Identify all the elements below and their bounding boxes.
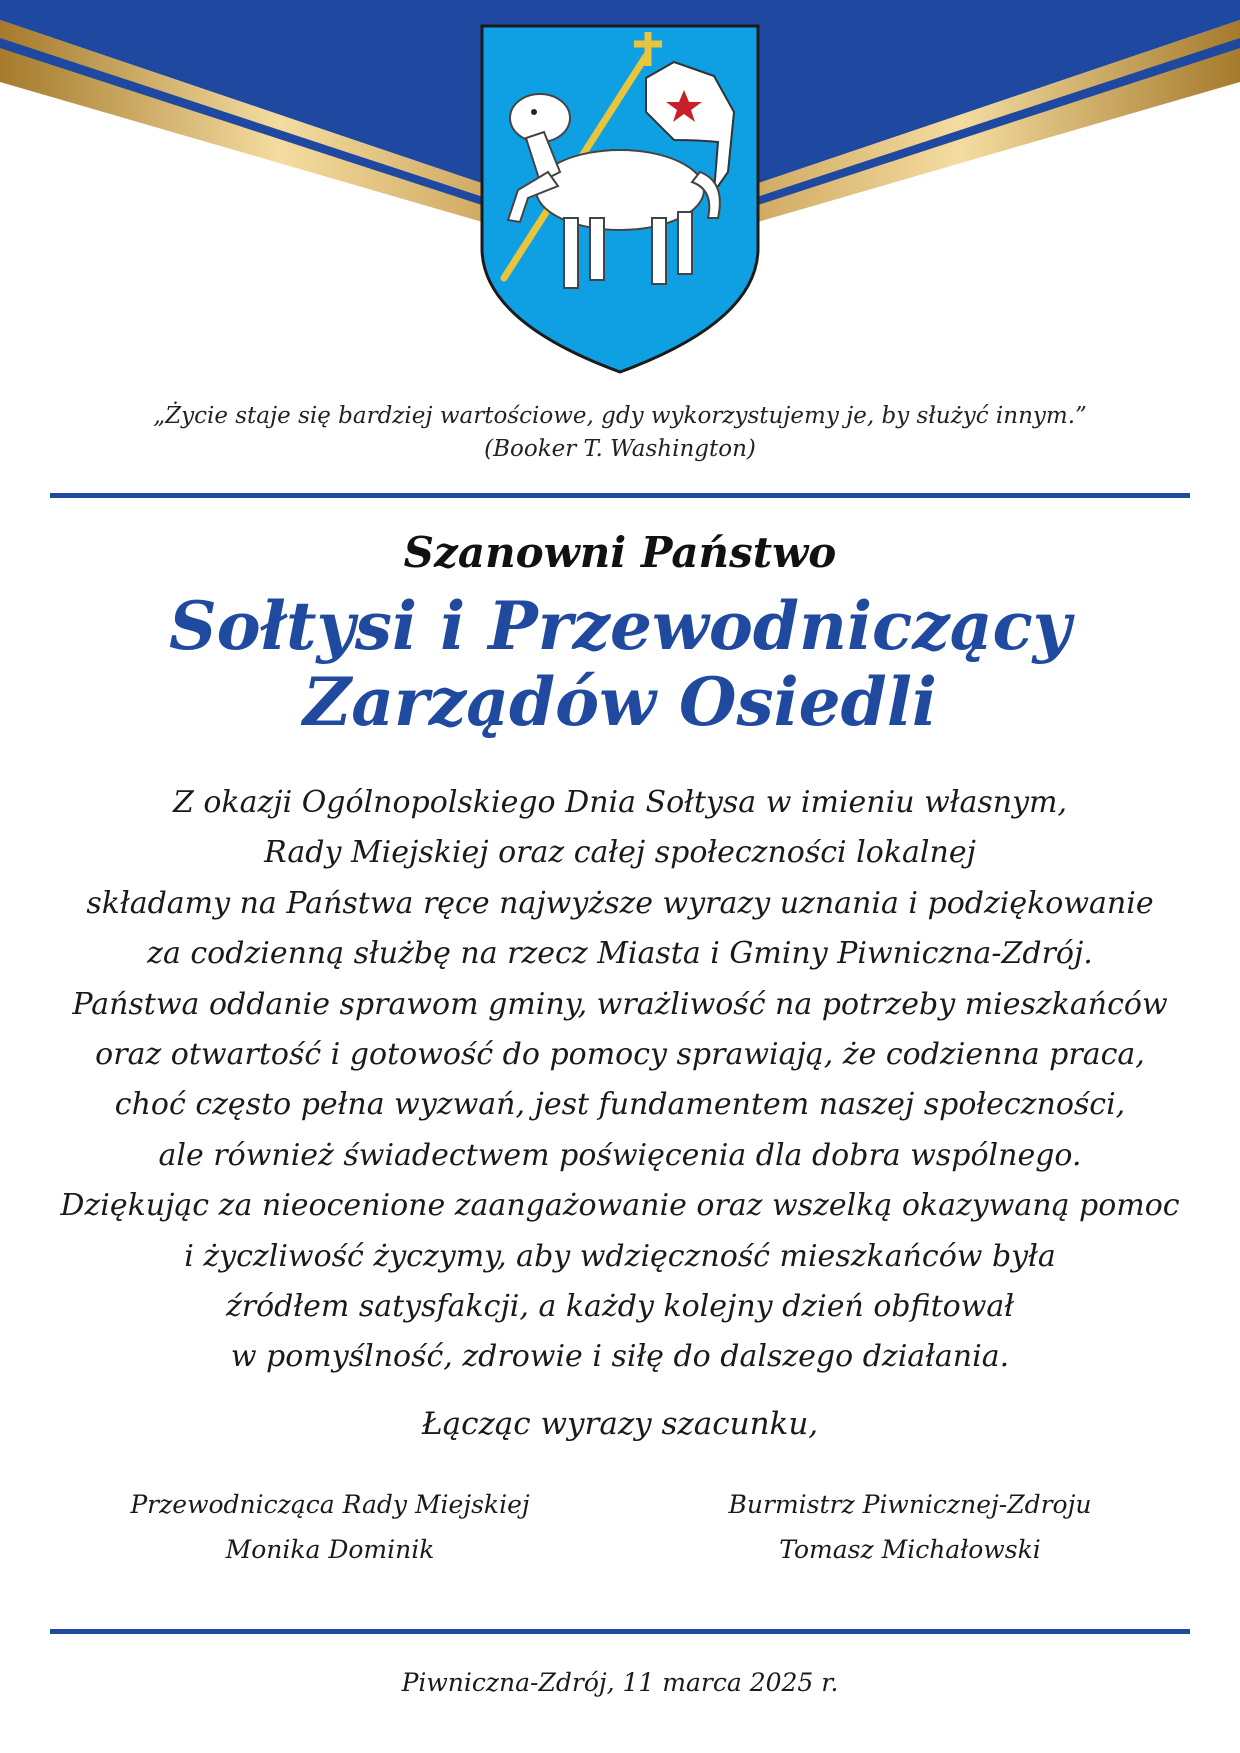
- letter-body: [20, 778, 1220, 1383]
- body-line: Z okazji Ogólnopolskiego Dnia Sołtysa w imieniu własnym,: [172, 785, 1068, 820]
- body-line: ale również świadectwem poświęcenia dla dobra wspólnego.: [158, 1137, 1082, 1173]
- body-line: oraz otwartość i gotowość do pomocy sprawiają, że codzienna praca,: [95, 1037, 1145, 1073]
- place-and-date: Piwniczna-Zdrój, 11 marca 2025 r.: [401, 1668, 839, 1697]
- body-line: w pomyślność, zdrowie i siłę do dalszego działania.: [230, 1339, 1010, 1375]
- body-line: Rady Miejskiej oraz całej społeczności lokalnej: [264, 835, 976, 871]
- salutation: Szanowni Państwo: [403, 528, 837, 577]
- quote-text: „Życie staje się bardziej wartościowe, gdy wykorzystujemy je, by służyć innym.”: [153, 403, 1087, 429]
- divider-top: [50, 493, 1190, 498]
- coat-of-arms-emblem: [478, 22, 762, 376]
- headline: [0, 588, 1240, 740]
- body-line: składamy na Państwa ręce najwyższe wyrazy uznania i podziękowanie: [86, 885, 1154, 921]
- body-line: za codzienną służbę na rzecz Miasta i Gminy Piwniczna-Zdrój.: [147, 936, 1093, 972]
- signature-right-name: Tomasz Michałowski: [779, 1535, 1041, 1564]
- body-line: Państwa oddanie sprawom gminy, wrażliwość na potrzeby mieszkańców: [72, 986, 1168, 1022]
- signature-left-title: Przewodnicząca Rady Miejskiej: [130, 1490, 530, 1519]
- closing-phrase: Łącząc wyrazy szacunku,: [421, 1406, 819, 1442]
- body-line: i życzliwość życzymy, aby wdzięczność mieszkańców była: [184, 1238, 1056, 1274]
- body-line: choć często pełna wyzwań, jest fundamentem naszej społeczności,: [114, 1087, 1126, 1123]
- headline-line-1: Sołtysi i Przewodniczący: [168, 587, 1072, 665]
- signature-left: [50, 1482, 610, 1572]
- quote-author: (Booker T. Washington): [484, 436, 756, 462]
- signature-right-title: Burmistrz Piwnicznej-Zdroju: [728, 1490, 1092, 1519]
- body-line: Dziękując za nieocenione zaangażowanie oraz wszelką okazywaną pomoc: [60, 1188, 1180, 1224]
- headline-line-2: Zarządów Osiedli: [303, 663, 937, 741]
- body-line: źródłem satysfakcji, a każdy kolejny dzień obfitował: [225, 1289, 1015, 1325]
- quote-block: [0, 400, 1240, 466]
- signature-left-name: Monika Dominik: [225, 1535, 435, 1564]
- signature-right: [630, 1482, 1190, 1572]
- divider-bottom: [50, 1629, 1190, 1634]
